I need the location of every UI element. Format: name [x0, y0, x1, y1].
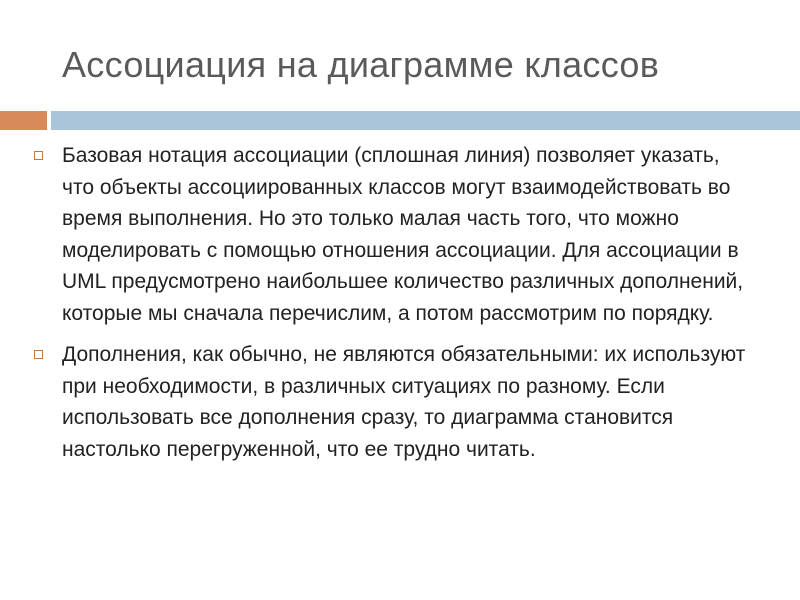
bullet-text-1: Базовая нотация ассоциации (сплошная линия) позволяет указать, что объекты ассоциированных классов могут взаимодействовать во время выполнения. Но это только малая часть того, что можно моделировать с помощью отношения ассоциации. Для ассоциации в UML предусмотрено наибольшее количество различных дополнений, которые мы сначала перечислим, а потом рассмотрим по порядку.	[62, 144, 744, 325]
bullet-item-1	[34, 140, 754, 329]
slide-body	[34, 140, 754, 475]
square-bullet-icon	[34, 151, 43, 160]
bullet-item-2	[34, 339, 754, 465]
bullet-text-2: Дополнения, как обычно, не являются обязательными: их используют при необходимости, в различных ситуациях по разному. Если использовать все дополнения сразу, то диаграмма становится настолько перегруженной, что ее трудно читать.	[62, 343, 746, 461]
accent-bar-orange	[0, 111, 47, 130]
square-bullet-icon	[34, 350, 43, 359]
slide-title: Ассоциация на диаграмме классов	[62, 44, 660, 85]
accent-bar-blue	[51, 111, 800, 130]
